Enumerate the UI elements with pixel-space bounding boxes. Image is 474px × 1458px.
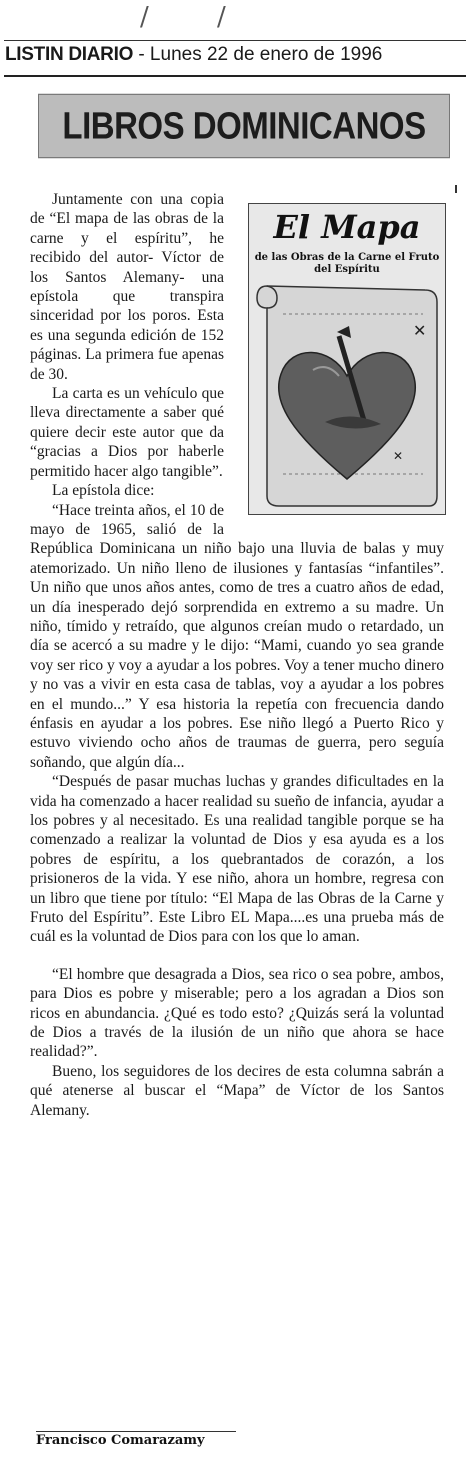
section-title: LIBROS DOMINICANOS (38, 94, 450, 158)
svg-text:✕: ✕ (413, 323, 427, 340)
article-paragraph: Juntamente con una copia de “El mapa de las obras de la carne y el espíritu”, he recibido del autor- Víctor de los Santos Alemany- una epístola que transpira sinceridad por los poros. Esta es una segunda edición de 152 páginas. La primera fue apenas de 30. (30, 191, 224, 383)
author-byline: Francisco Comarazamy (36, 1433, 205, 1448)
handwritten-marks: / / (140, 2, 256, 32)
article-paragraph: “Hace treinta años, el 10 de mayo de 1965, salió de la República Dominicana un niño bajo una lluvia de balas y muy atemorizado. Un niño lleno de ilusiones y fantasías “infantiles”. Un niño que unos años antes, como de tres a cuatro años de edad, un día inesperado dejó sorprendida en extremo a su madre. Un niño, tímido y retraído, que algunos creían mudo o retardado, un día se acercó a su madre y le dijo: “Mami, cuando yo sea grande voy ser rico y voy a ayudar a los pobres. Voy a tener mucho dinero y no vas a vivir en esta casa de tablas, voy a ayudar a los pobres en el mundo...” Y esa historia la repetía con frecuencia dando énfasis en ayudar a los pobres. Ese niño llegó a Puerto Rico y estuvo viviendo ocho años de traumas de guerra, pero seguía soñando, que algún día... (30, 501, 444, 771)
article-body (30, 190, 444, 1120)
masthead (5, 44, 465, 74)
publication-name: LISTIN DIARIO (5, 44, 134, 65)
paragraph-gap (30, 947, 444, 965)
cover-space (224, 190, 444, 530)
column-mark (455, 185, 457, 193)
article-paragraph: La carta es un vehículo que lleva directamente a saber qué quiere decir este autor que da “gracias a Dios por haberle permitido hacer algo tangible”. (30, 385, 224, 480)
header-rule (4, 75, 466, 77)
book-cover-subtitle: de las Obras de la Carne el Fruto del Espíritu (254, 252, 440, 275)
svg-text:✕: ✕ (393, 449, 404, 463)
article-paragraph: “Después de pasar muchas luchas y grandes dificultades en la vida ha comenzado a hacer realidad su sueño de infancia, ayudar a los pobres y al necesitado. Es una realidad tangible porque se ha comenzado a realizar la voluntad de Dios y esa ayuda es a los pobres de espíritu, a los quebrantados de corazón, a los prisioneros de la vida. Y ese niño, ahora un hombre, regresa con un libro que tiene por título: “El Mapa de las Obras de la Carne y Fruto del Espíritu”. Este Libro EL Mapa....es una prueba más de cuál es la voluntad de Dios para con los que lo aman. (30, 773, 444, 946)
article-paragraph: “El hombre que desagrada a Dios, sea rico o sea pobre, ambos, para Dios es pobre y miserable; pero a los agradan a Dios son ricos en abundancia. ¿Qué es todo esto? ¿Quizás será la voluntad de Dios a través de la ilusión de un niño que ahora se hace realidad?”. (30, 965, 444, 1061)
article-paragraph: Bueno, los seguidores de los decires de esta columna sabrán a qué atenerse al buscar el “Mapa” de Víctor de los Santos Alemany. (30, 1062, 444, 1119)
book-cover-title: El Mapa (273, 208, 421, 246)
dateline: - Lunes 22 de enero de 1996 (133, 44, 383, 65)
article-paragraph: La epístola dice: (52, 482, 155, 500)
byline-rule (36, 1431, 236, 1432)
top-rule (4, 40, 466, 41)
